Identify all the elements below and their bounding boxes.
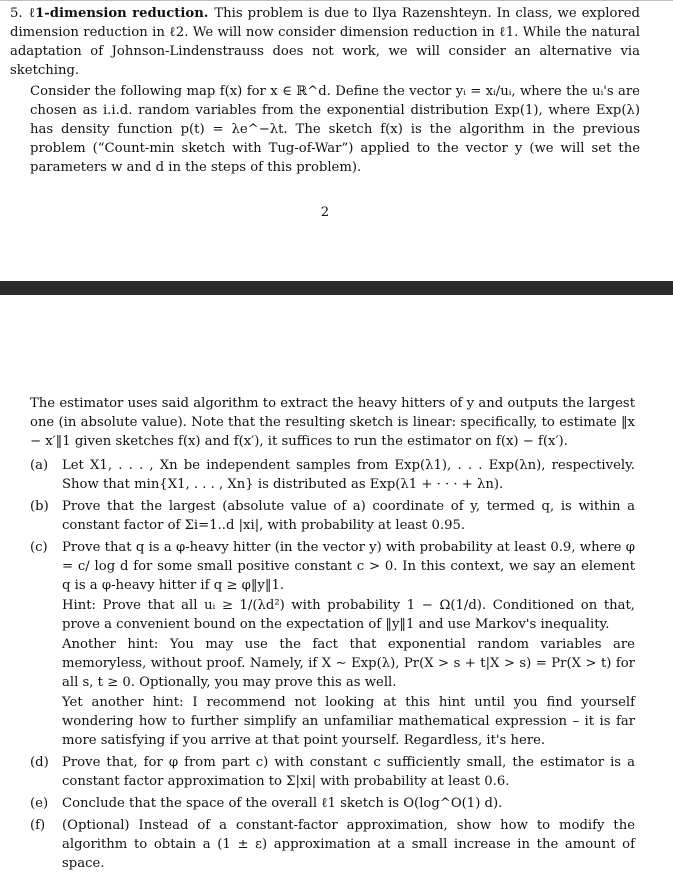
problem-intro-text: This problem is due to Ilya Razenshteyn. In class, we explored dimension reduction in ℓ2. We will now consider dimension reduction in ℓ1. While the natural adaptation of Johnson-Lindenstrauss does not work, we will consider an alternative via sketching.	[10, 6, 640, 78]
subproblem-text: (Optional) Instead of a constant-factor approximation, show how to modify the algorithm to obtain a (1 ± ε) approximation at a small increase in the amount of space.	[62, 818, 635, 871]
subproblem-text: Let X1, . . . , Xn be independent samples from Exp(λ1), . . . Exp(λn), respectively. Show that min{X1, . . . , Xn} is distributed as Exp(λ1 + · · · + λn).	[62, 458, 635, 492]
subproblem-label: (d)	[30, 755, 49, 770]
hint-3: Yet another hint: I recommend not looking at this hint until you find yourself wondering how to further simplify an unfamiliar mathematical expression – it is far more satisfying if you arrive at that point yourself. Regardless, it's here.	[62, 695, 635, 748]
subproblem-text: Prove that, for φ from part c) with constant c sufficiently small, the estimator is a constant factor approximation to Σ|xi| with probability at least 0.6.	[62, 755, 635, 789]
subproblem-e	[30, 794, 635, 813]
subproblem-label: (b)	[30, 499, 49, 514]
subproblem-label: (a)	[30, 458, 49, 473]
subproblem-a	[30, 456, 635, 494]
problem-definition: Consider the following map f(x) for x ∈ ℝ^d. Define the vector yᵢ = xᵢ/uᵢ, where the uᵢ's are chosen as i.i.d. random variables from the exponential distribution Exp(1), where Exp(λ) has density function p(t) = λe^−λt. The sketch f(x) is the algorithm in the previous problem (“Count-min sketch with Tug-of-War”) applied to the vector y (we will set the parameters w and d in the steps of this problem).	[30, 84, 640, 175]
page-separator-bar	[0, 281, 673, 295]
problem-title: ℓ1-dimension reduction.	[28, 6, 209, 21]
subproblem-label: (e)	[30, 796, 49, 811]
subproblem-label: (f)	[30, 818, 46, 833]
top-divider	[0, 0, 673, 1]
hint-1: Hint: Prove that all uᵢ ≥ 1/(λd²) with probability 1 − Ω(1/d). Conditioned on that, prove a convenient bound on the expectation of ‖y‖1 and use Markov's inequality.	[62, 598, 635, 632]
subproblem-text: Prove that the largest (absolute value of a) coordinate of y, termed q, is within a constant factor of Σi=1..d |xi|, with probability at least 0.95.	[62, 499, 635, 533]
subproblem-label: (c)	[30, 540, 48, 555]
subproblem-c	[30, 538, 635, 750]
page-number: 2	[320, 205, 330, 220]
subproblem-text: Conclude that the space of the overall ℓ1 sketch is O(log^O(1) d).	[62, 796, 503, 811]
hint-2: Another hint: You may use the fact that exponential random variables are memoryless, without proof. Namely, if X ∼ Exp(λ), Pr(X > s + t|X > s) = Pr(X > t) for all s, t ≥ 0. Optionally, you may prove this as well.	[62, 637, 635, 690]
estimator-intro: The estimator uses said algorithm to extract the heavy hitters of y and outputs the largest one (in absolute value). Note that the resulting sketch is linear: specifically, to estimate ‖x − x′‖1 given sketches f(x) and f(x′), it suffices to run the estimator on f(x) − f(x′).	[30, 396, 635, 449]
subproblem-list	[30, 456, 635, 873]
subproblem-d	[30, 753, 635, 791]
page-1	[10, 4, 640, 220]
page-2	[30, 394, 635, 876]
subproblem-b	[30, 497, 635, 535]
subproblem-text: Prove that q is a φ-heavy hitter (in the vector y) with probability at least 0.9, where φ = c/ log d for some small positive constant c > 0. In this context, we say an element q is a φ-heavy hitter if q ≥ φ‖y‖1.	[62, 540, 635, 593]
problem-header	[10, 4, 640, 80]
subproblem-f	[30, 816, 635, 873]
problem-number: 5.	[10, 6, 23, 21]
